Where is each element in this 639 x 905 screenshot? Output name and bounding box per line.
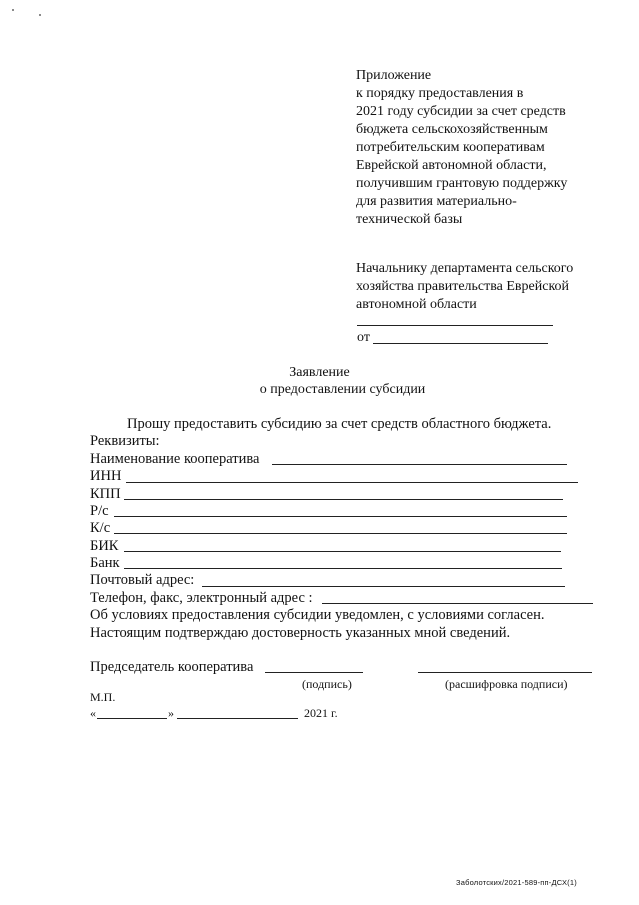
appendix-line: потребительским кооперативам [356, 140, 545, 155]
field-line-kpp [124, 499, 563, 500]
field-line-bik [124, 551, 561, 552]
transcript-caption: (расшифровка подписи) [445, 677, 568, 691]
document-title: Заявление [289, 365, 350, 380]
field-label-postal: Почтовый адрес: [90, 572, 195, 588]
field-line-coop-name [272, 464, 567, 465]
field-line-postal [202, 586, 565, 587]
appendix-line: Приложение [356, 68, 432, 83]
appendix-block [356, 67, 567, 229]
field-line-inn [126, 482, 578, 483]
request-text: Прошу предоставить субсидию за счет средств областного бюджета. [127, 416, 552, 432]
appendix-line: для развития материально- [356, 194, 517, 209]
appendix-line: технической базы [356, 212, 463, 227]
addressee-blank-line [357, 325, 553, 326]
addressee-line: хозяйства правительства Еврейской [356, 279, 570, 294]
appendix-line: бюджета сельскохозяйственным [356, 122, 548, 137]
notice-text: Об условиях предоставления субсидии уведомлен, с условиями согласен. [90, 607, 545, 623]
field-line-rs [114, 516, 567, 517]
field-label-bank: Банк [90, 555, 120, 571]
from-label: от [357, 330, 370, 345]
footer-code: Заболотских/2021-589-пп-ДСХ(1) [456, 878, 577, 887]
appendix-line: получившим грантовую поддержку [356, 176, 568, 191]
date-year: 2021 г. [304, 706, 338, 720]
field-label-bik: БИК [90, 538, 119, 554]
field-label-kpp: КПП [90, 486, 121, 502]
scan-speck [12, 9, 14, 11]
signature-caption: (подпись) [302, 677, 352, 691]
requisites-label: Реквизиты: [90, 433, 160, 449]
date-open-quote: « [90, 706, 96, 720]
from-blank-line [373, 343, 548, 344]
confirm-text: Настоящим подтверждаю достоверность указанных мной сведений. [90, 625, 511, 641]
appendix-line: к порядку предоставления в [356, 86, 524, 101]
chair-label: Председатель кооператива [90, 659, 254, 675]
appendix-line: 2021 году субсидии за счет средств [356, 104, 566, 119]
field-line-contacts [322, 603, 593, 604]
field-line-bank [124, 568, 562, 569]
signature-line [265, 672, 363, 673]
addressee-line: Начальнику департамента сельского [356, 261, 574, 276]
addressee-line: автономной области [356, 297, 477, 312]
field-label-inn: ИНН [90, 468, 122, 484]
transcript-line [418, 672, 592, 673]
date-month-line [177, 718, 298, 719]
appendix-line: Еврейской автономной области, [356, 158, 547, 173]
stamp-label: М.П. [90, 690, 116, 704]
field-line-ks [114, 533, 567, 534]
document-subtitle: о предоставлении субсидии [259, 382, 426, 397]
date-day-line [97, 718, 167, 719]
field-label-contacts: Телефон, факс, электронный адрес : [90, 590, 313, 606]
field-label-ks: К/с [90, 520, 111, 536]
date-close-quote: » [168, 706, 174, 720]
field-label-coop-name: Наименование кооператива [90, 451, 260, 467]
addressee-block [356, 260, 573, 314]
scan-speck [39, 14, 41, 16]
field-label-rs: Р/с [90, 503, 109, 519]
